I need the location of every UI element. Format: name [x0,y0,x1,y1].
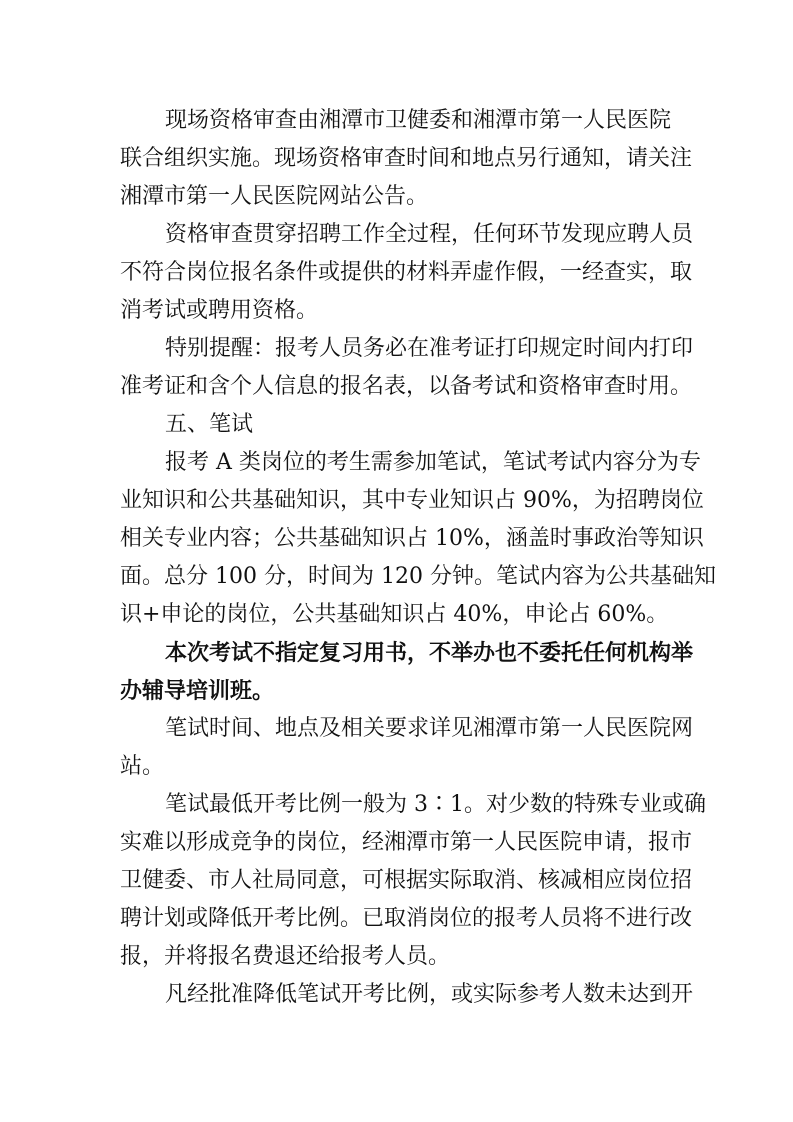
text-line: 站。 [120,754,165,779]
text-line: 本次考试不指定复习用书，不举办也不委托任何机构举 [165,640,694,666]
text-line: 凡经批准降低笔试开考比例，或实际参考人数未达到开 [165,982,694,1007]
text-line: 报考 A 类岗位的考生需参加笔试，笔试考试内容分为专 [165,450,701,475]
text-line: 聘计划或降低开考比例。已取消岗位的报考人员将不进行改 [120,906,693,931]
section-heading-written-exam: 五、笔试 [165,412,254,437]
text-line: 准考证和含个人信息的报名表，以备考试和资格审查时用。 [120,374,693,399]
text-line: 报，并将报名费退还给报考人员。 [120,944,451,969]
text-line: 业知识和公共基础知识，其中专业知识占 90%，为招聘岗位 [120,488,704,513]
text-line: 办辅导培训班。 [120,678,275,704]
text-line: 资格审查贯穿招聘工作全过程，任何环节发现应聘人员 [165,222,694,247]
text-line: 卫健委、市人社局同意，可根据实际取消、核减相应岗位招 [120,868,693,893]
text-line: 识+申论的岗位，公共基础知识占 40%，申论占 60%。 [120,602,669,627]
text-line: 相关专业内容；公共基础知识占 10%，涵盖时事政治等知识 [120,526,704,551]
text-line: 湘潭市第一人民医院网站公告。 [120,184,429,209]
text-line: 消考试或聘用资格。 [120,298,319,323]
text-line: 联合组织实施。现场资格审查时间和地点另行通知，请关注 [120,146,693,171]
text-line: 笔试时间、地点及相关要求详见湘潭市第一人民医院网 [165,716,694,741]
text-line: 不符合岗位报名条件或提供的材料弄虚作假，一经查实，取 [120,260,693,285]
text-line: 笔试最低开考比例一般为 3∶1。对少数的特殊专业或确 [165,792,706,817]
text-line: 实难以形成竞争的岗位，经湘潭市第一人民医院申请，报市 [120,830,693,855]
text-line: 现场资格审查由湘潭市卫健委和湘潭市第一人民医院 [165,108,672,133]
text-line: 特别提醒：报考人员务必在准考证打印规定时间内打印 [165,336,694,361]
text-line: 面。总分 100 分，时间为 120 分钟。笔试内容为公共基础知 [120,564,716,589]
